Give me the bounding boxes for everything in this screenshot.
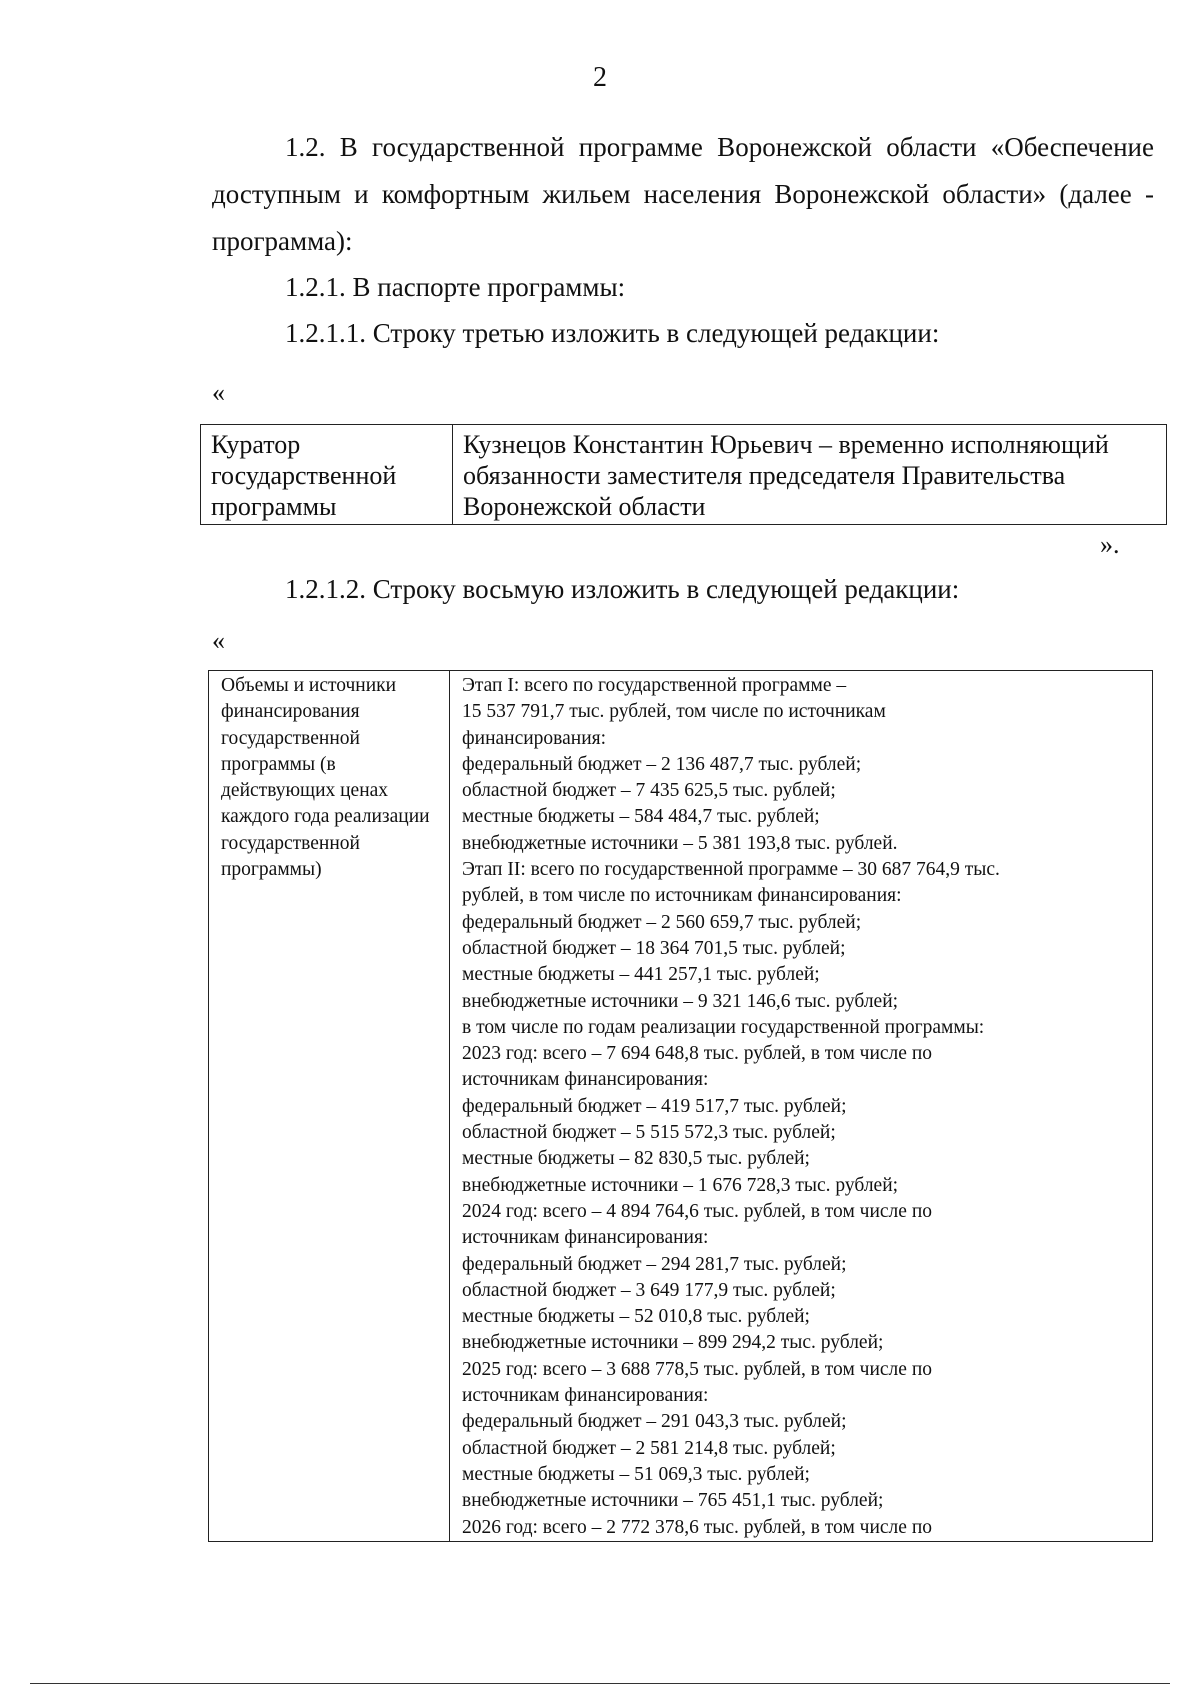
funding-line: 2026 год: всего – 2 772 378,6 тыс. рублей, в том числе по [462,1516,932,1538]
curator-label-cell: Куратор государственной программы [201,425,453,525]
funding-line: Этап II: всего по государственной программе – 30 687 764,9 тыс. [462,859,1000,881]
funding-line: внебюджетные источники – 899 294,2 тыс. рублей; [462,1332,884,1354]
funding-line: внебюджетные источники – 765 451,1 тыс. рублей; [462,1490,884,1512]
item-1-2-1-2: 1.2.1.2. Строку восьмую изложить в следующей редакции: [285,574,960,604]
intro-paragraph: 1.2. В государственной программе Воронежской области «Обеспечение доступным и комфортным жильем населения Воронежской области» (далее - программа): [212,132,1154,256]
funding-table [208,670,1153,1542]
footer-divider [30,1683,1170,1684]
funding-line: областной бюджет – 3 649 177,9 тыс. рублей; [462,1279,836,1301]
funding-line: областной бюджет – 5 515 572,3 тыс. рублей; [462,1122,836,1144]
funding-line: областной бюджет – 7 435 625,5 тыс. рублей; [462,780,836,802]
funding-line: источникам финансирования: [462,1385,709,1407]
funding-line: федеральный бюджет – 2 136 487,7 тыс. рублей; [462,753,862,775]
funding-line: источникам финансирования: [462,1227,709,1249]
funding-line: внебюджетные источники – 9 321 146,6 тыс. рублей; [462,990,899,1012]
opening-quote-2: « [212,626,225,655]
funding-line: 2025 год: всего – 3 688 778,5 тыс. рублей, в том числе по [462,1358,932,1380]
funding-line: федеральный бюджет – 419 517,7 тыс. рублей; [462,1095,847,1117]
funding-line: федеральный бюджет – 294 281,7 тыс. рублей; [462,1253,847,1275]
funding-value-cell [450,671,1153,1542]
funding-line: местные бюджеты – 82 830,5 тыс. рублей; [462,1148,810,1170]
funding-row [209,671,1153,1542]
curator-table [200,424,1167,525]
funding-line: рублей, в том числе по источникам финансирования: [462,885,902,907]
funding-line: местные бюджеты – 584 484,7 тыс. рублей; [462,806,820,828]
funding-line: местные бюджеты – 441 257,1 тыс. рублей; [462,964,820,986]
curator-row [201,425,1167,525]
funding-line: 2024 год: всего – 4 894 764,6 тыс. рублей, в том числе по [462,1200,932,1222]
funding-line: внебюджетные источники – 1 676 728,3 тыс. рублей; [462,1174,899,1196]
closing-quote: ». [1100,530,1120,559]
funding-line: 2023 год: всего – 7 694 648,8 тыс. рублей, в том числе по [462,1043,932,1065]
opening-quote-1: « [212,378,225,407]
funding-line: федеральный бюджет – 2 560 659,7 тыс. рублей; [462,911,862,933]
funding-line: областной бюджет – 18 364 701,5 тыс. рублей; [462,937,846,959]
funding-label-cell: Объемы и источники финансирования государственной программы (в действующих ценах каждого года реализации государственной программы) [209,671,450,1542]
funding-line: местные бюджеты – 51 069,3 тыс. рублей; [462,1463,810,1485]
curator-value-cell: Кузнецов Константин Юрьевич – временно исполняющий обязанности заместителя председателя Правительства Воронежской области [453,425,1167,525]
funding-line: финансирования: [462,727,607,749]
funding-line: источникам финансирования: [462,1069,709,1091]
funding-line: Этап I: всего по государственной программе – [462,675,847,696]
funding-line: федеральный бюджет – 291 043,3 тыс. рублей; [462,1411,847,1433]
funding-line: областной бюджет – 2 581 214,8 тыс. рублей; [462,1437,836,1459]
funding-lines [462,673,1146,1541]
item-1-2-1: 1.2.1. В паспорте программы: [285,272,626,302]
item-1-2-1-1: 1.2.1.1. Строку третью изложить в следующей редакции: [285,318,940,348]
funding-line: 15 537 791,7 тыс. рублей, том числе по источникам [462,701,886,723]
funding-line: местные бюджеты – 52 010,8 тыс. рублей; [462,1306,810,1328]
page-number: 2 [593,62,607,93]
funding-line: внебюджетные источники – 5 381 193,8 тыс. рублей. [462,832,898,854]
funding-line: в том числе по годам реализации государственной программы: [462,1016,985,1038]
